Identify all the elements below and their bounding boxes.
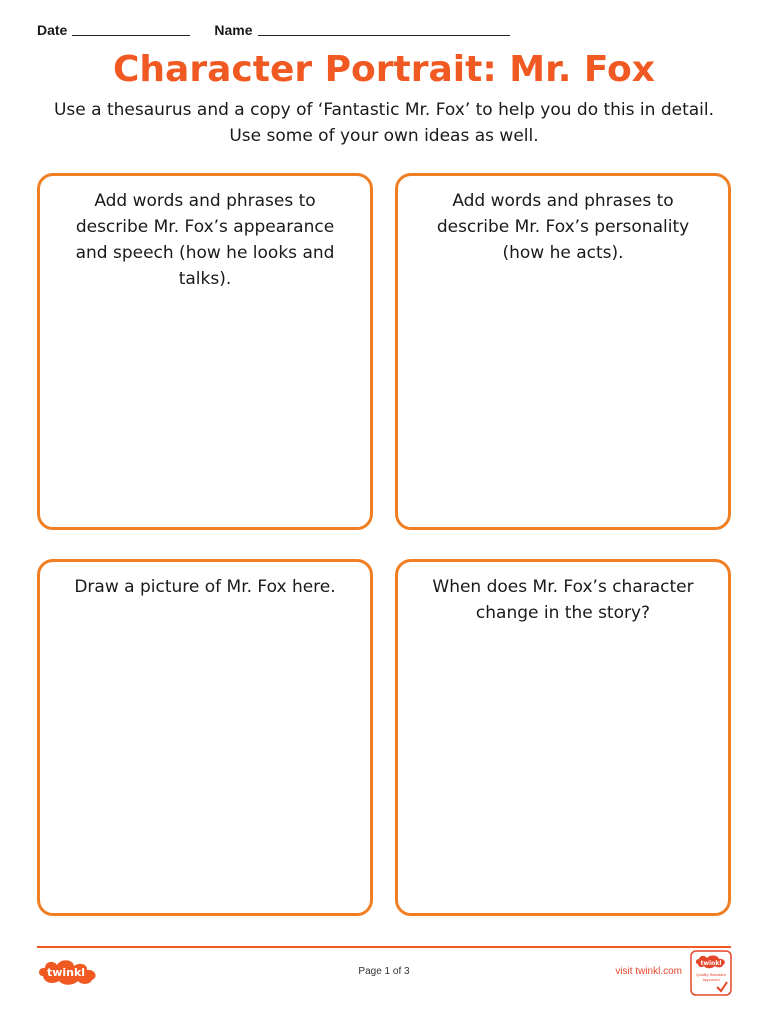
svg-text:Quality Standard: Quality Standard — [696, 972, 726, 977]
personality-box[interactable] — [395, 173, 731, 530]
header-fields — [37, 18, 510, 38]
page-title: Character Portrait: Mr. Fox — [113, 49, 655, 90]
name-field[interactable] — [258, 21, 510, 36]
drawing-prompt: Draw a picture of Mr. Fox here. — [74, 577, 336, 597]
visit-twinkl-link[interactable]: visit twinkl.com — [615, 966, 682, 977]
personality-prompt: Add words and phrases to describe Mr. Fox’s personality (how he acts). — [436, 191, 690, 263]
appearance-prompt: Add words and phrases to describe Mr. Fox’s appearance and speech (how he looks and talks). — [75, 191, 335, 289]
character-change-prompt: When does Mr. Fox’s character change in the story? — [432, 577, 694, 623]
footer-divider — [37, 946, 731, 948]
drawing-box[interactable] — [37, 559, 373, 916]
svg-text:Approved: Approved — [702, 977, 720, 982]
logo-text: twinkl — [46, 966, 86, 979]
character-change-box[interactable] — [395, 559, 731, 916]
page-number: Page 1 of 3 — [358, 966, 410, 977]
date-label: Date — [37, 22, 68, 38]
name-label: Name — [214, 22, 253, 38]
appearance-box[interactable] — [37, 173, 373, 530]
quality-standard-badge-icon — [690, 950, 732, 996]
date-field[interactable] — [72, 21, 190, 36]
svg-text:twinkl: twinkl — [700, 960, 722, 967]
instructions: Use a thesaurus and a copy of ‘Fantastic Mr. Fox’ to help you do this in detail. Use some of your own ideas as well. — [53, 100, 715, 146]
